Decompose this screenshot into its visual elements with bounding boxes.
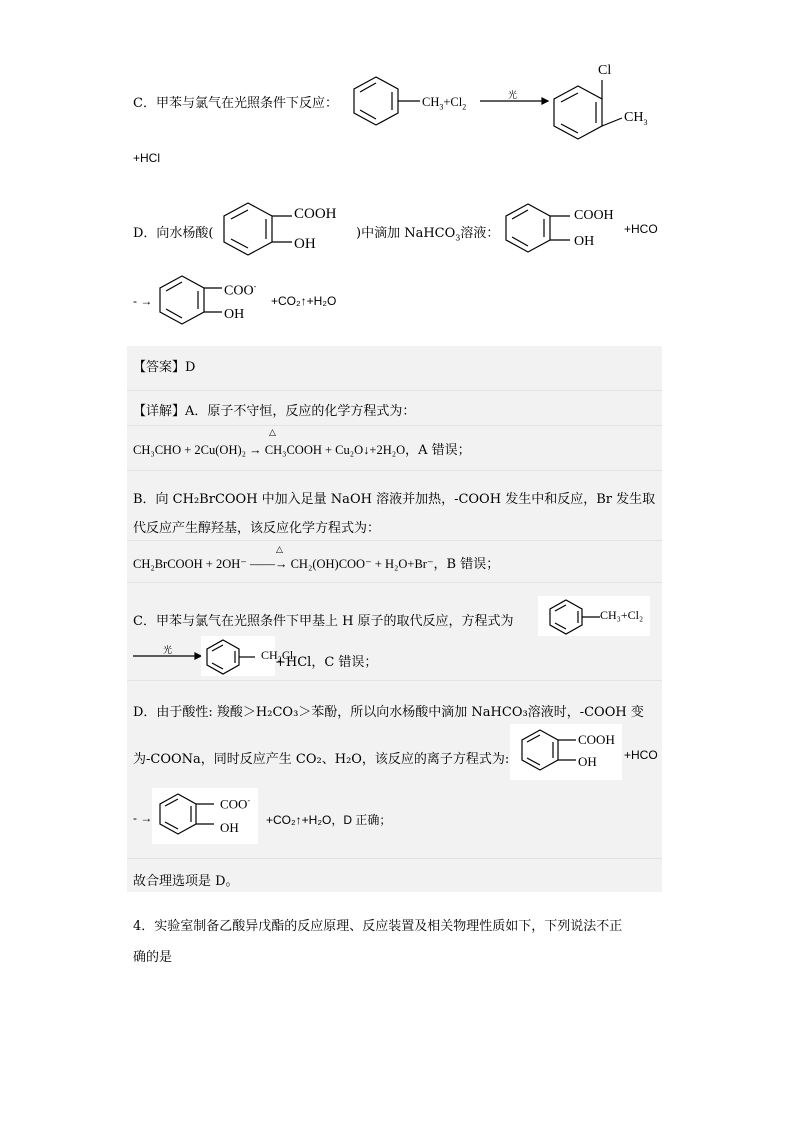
option-d-tail: +CO₂↑+H₂O xyxy=(271,294,337,308)
coo-label: COO- xyxy=(224,282,257,299)
heat-condition-b: △ xyxy=(276,545,283,555)
detail-c-text: C．甲苯与氯气在光照条件下甲基上 H 原子的取代反应，方程式为 xyxy=(133,614,514,629)
divider xyxy=(127,680,662,681)
salicylate-image xyxy=(152,788,258,844)
oh-label-3: OH xyxy=(224,307,245,322)
oh-label: OH xyxy=(294,236,316,252)
detail-c-tail: +HCl，C 错误； xyxy=(275,655,378,670)
option-c-hcl: +HCl xyxy=(133,151,161,165)
divider xyxy=(127,858,662,859)
divider xyxy=(127,425,662,426)
light-condition-label-2: 光 xyxy=(163,646,173,656)
question-4-line-2: 确的是 xyxy=(133,950,173,965)
divider xyxy=(127,470,662,471)
detail-b-text-2: 代反应产生醇羟基，该反应化学方程式为： xyxy=(133,521,381,536)
plus-hco-label: +HCO xyxy=(624,222,658,236)
toluene-image xyxy=(538,596,650,636)
cooh-label-2: COOH xyxy=(574,208,614,223)
arrow-line-prefix: - → xyxy=(133,294,153,308)
detail-d-tail: +CO₂↑+H₂O，D 正确； xyxy=(266,813,392,827)
product-ch3-label: $CH_3$ xyxy=(624,110,648,127)
detail-conclusion: 故合理选项是 D。 xyxy=(133,874,239,889)
d-arrow-prefix: - → xyxy=(133,811,153,825)
salicylic-acid-image xyxy=(510,724,622,780)
salicylate-structure xyxy=(152,272,272,328)
chloro-label: Cl xyxy=(598,63,612,78)
question-4-line-1: 4．实验室制备乙酸异戊酯的反应原理、反应装置及相关物理性质如下，下列说法不正 xyxy=(133,919,623,934)
toluene-ch3-label: $CH_3+Cl_2$ xyxy=(422,95,467,112)
d-oh-label: OH xyxy=(578,754,597,769)
benzyl-chloride-image xyxy=(201,636,294,676)
oh-label-2: OH xyxy=(574,234,595,249)
answer-line: 【答案】D xyxy=(133,360,196,375)
heat-condition-a: △ xyxy=(269,428,276,438)
divider xyxy=(127,540,662,541)
detail-a-text: 【详解】A．原子不守恒，反应的化学方程式为： xyxy=(133,404,416,419)
d-oh-label-2: OH xyxy=(220,820,239,835)
c-ch2cl-label: CH₂Cl xyxy=(261,648,294,662)
option-c-text: C．甲苯与氯气在光照条件下反应： xyxy=(133,96,338,111)
detail-b-equation: CH₂BrCOOH + 2OH⁻ ——→ CH₂(OH)COO⁻ + H₂O+Br⁻，B 错误； xyxy=(133,557,500,572)
detail-a-equation: CH₃CHO + 2Cu(OH)₂ → CH₃COOH + Cu₂O↓+2H₂O，A 错误； xyxy=(133,443,471,458)
d-coo-label: COO- xyxy=(220,796,251,812)
d-cooh-label: COOH xyxy=(578,732,615,747)
c-ch3-label: CH₃+Cl₂ xyxy=(600,608,644,622)
detail-d-text-1: D．由于酸性: 羧酸＞H₂CO₃＞苯酚，所以向水杨酸中滴加 NaHCO₃溶液时，-COOH 变 xyxy=(133,705,644,720)
d-plus-hco: +HCO xyxy=(624,748,658,762)
detail-b-text-1: B．向 CH₂BrCOOH 中加入足量 NaOH 溶液并加热，-COOH 发生中和反应，Br 发生取 xyxy=(133,492,656,507)
light-condition-label: 光 xyxy=(508,91,518,101)
option-d-mid: )中滴加 NaHCO$_3$溶液： xyxy=(356,226,500,243)
detail-d-text-2: 为-COONa，同时反应产生 CO₂、H₂O，该反应的离子方程式为: xyxy=(133,752,510,767)
divider xyxy=(127,390,662,391)
cooh-label: COOH xyxy=(294,206,337,222)
option-d-text: D．向水杨酸( xyxy=(133,226,214,241)
divider xyxy=(127,582,662,583)
